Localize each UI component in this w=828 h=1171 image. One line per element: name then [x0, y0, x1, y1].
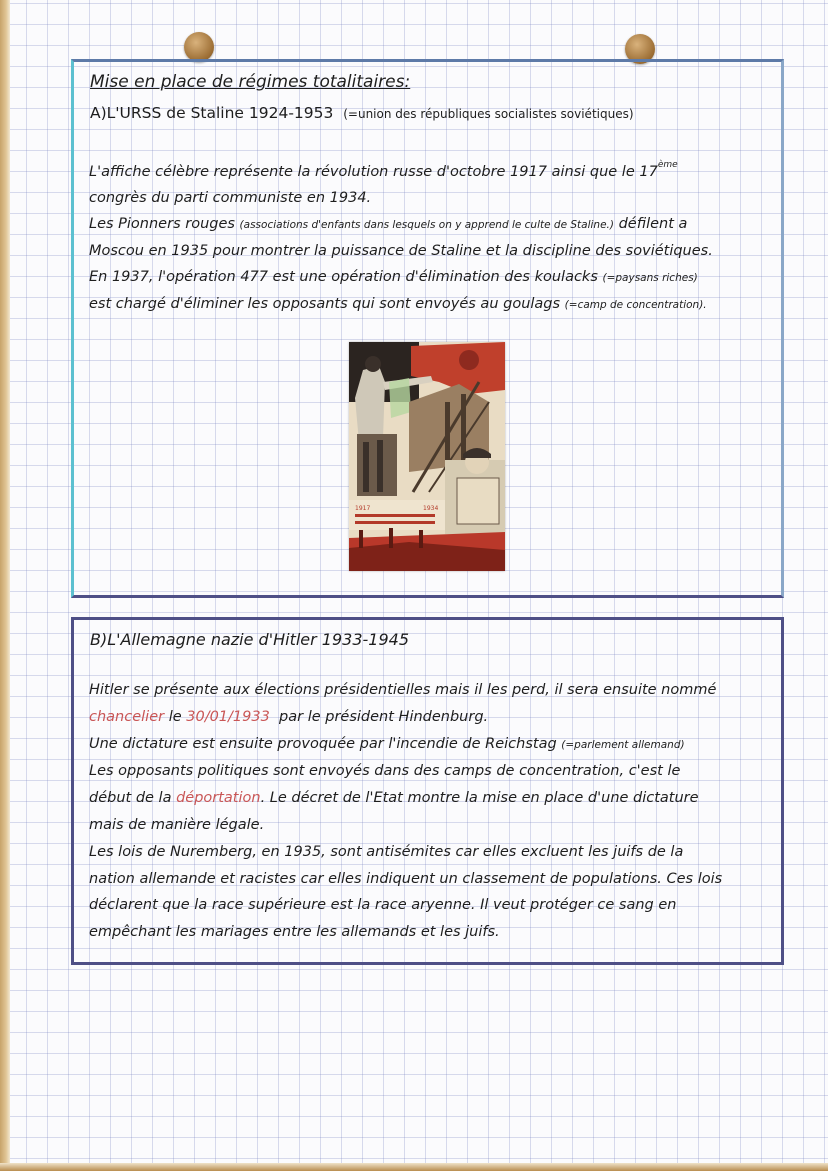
allemagne-line-1: Hitler se présente aux élections présidentielles mais il les perd, il sera ensuite nommé — [89, 682, 717, 698]
urss-paragraph — [89, 152, 779, 318]
allemagne-paragraph — [89, 677, 779, 946]
urss-heading — [90, 104, 634, 122]
urss-line-1: L'affiche célèbre représente la révolution russe d'octobre 1917 ainsi que le 17ème — [89, 160, 678, 180]
allemagne-line-6: mais de manière légale. — [89, 816, 265, 833]
urss-line-6: est chargé d'éliminer les opposants qui sont envoyés au goulags (=camp de concentration). — [89, 296, 707, 312]
notebook-binding-edge — [0, 0, 10, 1171]
page-title: Mise en place de régimes totalitaires: — [90, 72, 411, 92]
urss-line-3: Les Pionners rouges (associations d'enfants dans lesquels on y apprend le culte de Staline.) défilent a — [89, 216, 688, 232]
page-bottom-edge — [0, 1163, 828, 1171]
urss-heading-main: A)L'URSS de Staline 1924-1953 — [90, 104, 334, 122]
urss-line-4: Moscou en 1935 pour montrer la puissance de Staline et la discipline des soviétiques. — [89, 243, 713, 259]
allemagne-line-4: Les opposants politiques sont envoyés dans des camps de concentration, c'est le — [89, 763, 681, 780]
poster-year-left: 1917 — [355, 505, 371, 512]
urss-line-2: congrès du parti communiste en 1934. — [89, 190, 372, 206]
binder-hole-left — [184, 32, 214, 62]
urss-line-5: En 1937, l'opération 477 est une opération d'élimination des koulacks (=paysans riches) — [89, 269, 698, 285]
reichstag-note: (=parlement allemand) — [561, 738, 685, 751]
poster-year-right: 1934 — [423, 505, 439, 512]
allemagne-line-7: Les lois de Nuremberg, en 1935, sont antisémites car elles excluent les juifs de la — [89, 843, 684, 860]
allemagne-line-9: déclarent que la race supérieure est la race aryenne. Il veut protéger ce sang en — [89, 897, 677, 914]
allemagne-line-5: début de la déportation. Le décret de l'Etat montre la mise en place d'une dictature — [89, 790, 699, 807]
goulag-note: (=camp de concentration). — [564, 299, 707, 311]
date-highlight: 30/01/1933 — [186, 708, 270, 725]
allemagne-line-3: Une dictature est ensuite provoquée par l'incendie de Reichstag (=parlement allemand) — [89, 735, 685, 752]
koulacks-note: (=paysans riches) — [602, 272, 698, 284]
chancelier-highlight: chancelier — [89, 708, 165, 725]
allemagne-heading: B)L'Allemagne nazie d'Hitler 1933-1945 — [90, 630, 410, 649]
urss-heading-note: (=union des républiques socialistes soviétiques) — [343, 107, 634, 121]
allemagne-line-10: empêchant les mariages entre les allemands et les juifs. — [89, 924, 500, 941]
allemagne-line-8: nation allemande et racistes car elles indiquent un classement de populations. Ces lois — [89, 870, 723, 887]
allemagne-line-2: chancelier le 30/01/1933 par le président Hindenburg. — [89, 708, 489, 725]
pionniers-note: (associations d'enfants dans lesquels on y apprend le culte de Staline.) — [239, 219, 614, 231]
soviet-propaganda-poster — [349, 342, 505, 571]
superscript-eme: ème — [657, 160, 678, 170]
deportation-highlight: déportation — [176, 790, 261, 807]
